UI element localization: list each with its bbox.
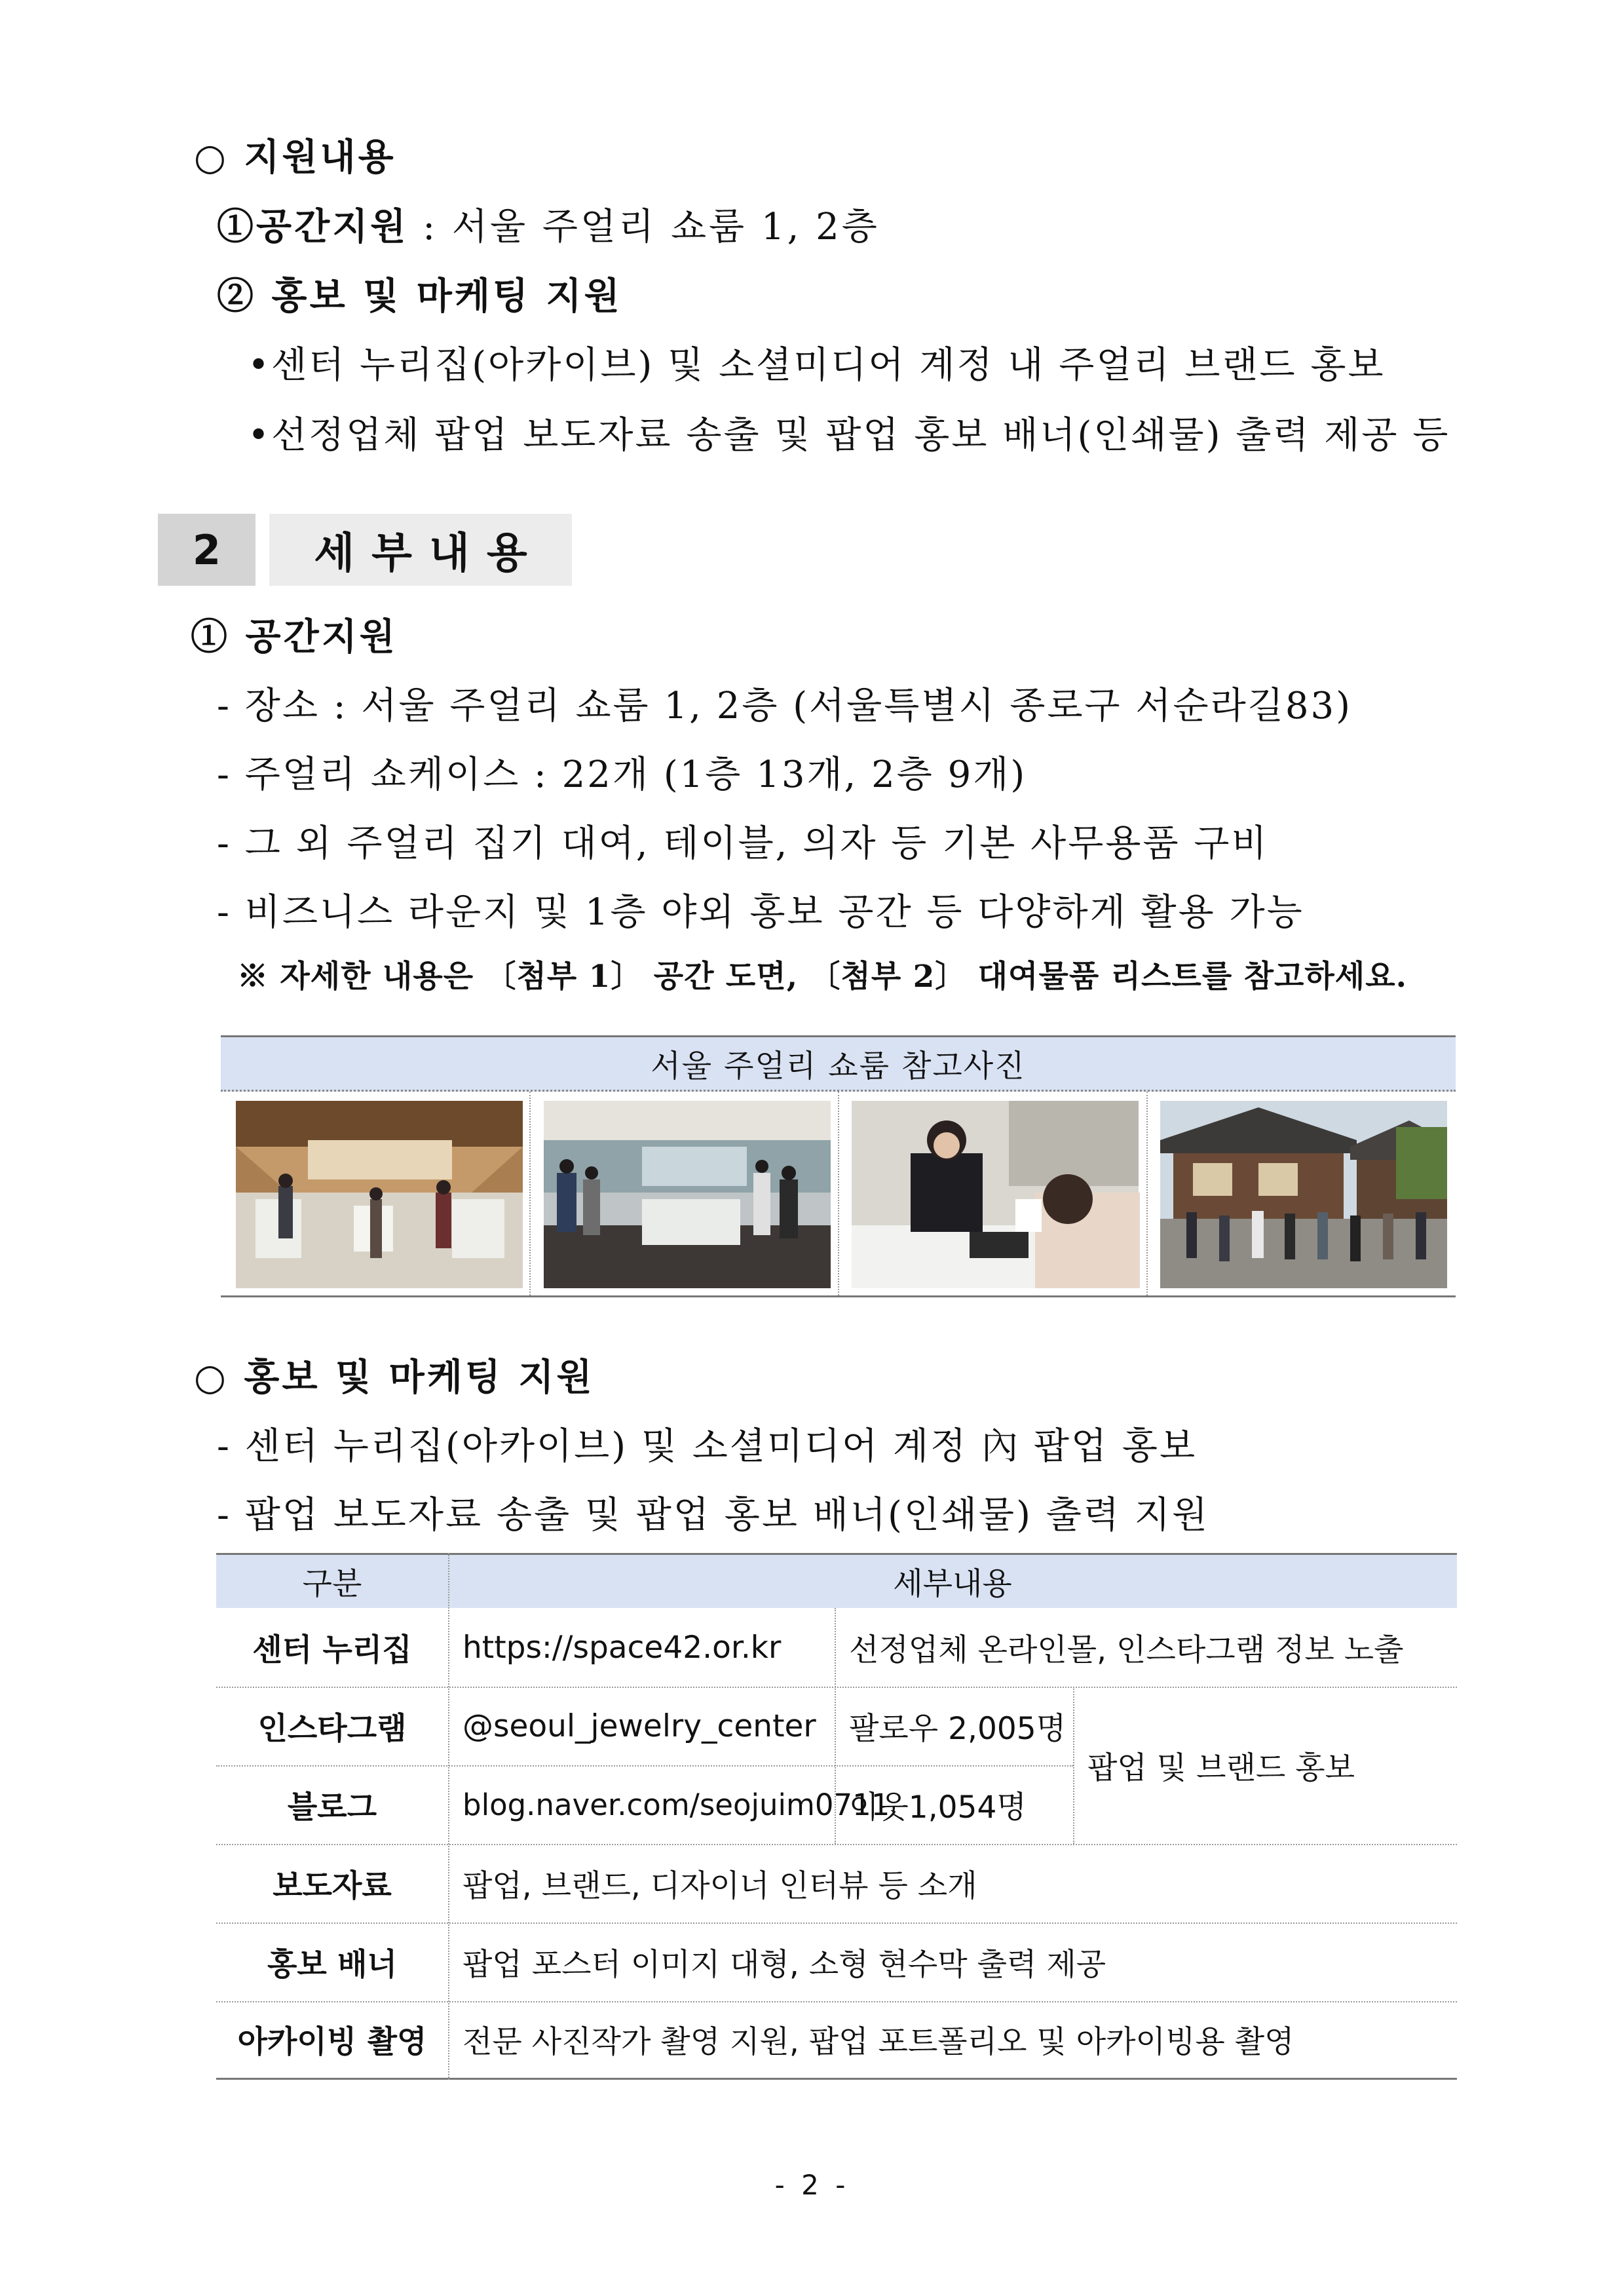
space-item-equipment: - 그 외 주얼리 집기 대여, 테이블, 의자 등 기본 사무용품 구비 [217,822,1269,865]
photo-interior-wood [236,1101,523,1288]
showroom-photos [221,1035,1456,1297]
support-item-space [217,198,880,250]
row-label-instagram: 인스타그램 [257,1710,407,1747]
photos-row [221,1092,1456,1297]
marketing-item-2: - 팝업 보도자료 송출 및 팝업 홍보 배너(인쇄물) 출력 지원 [217,1494,1209,1537]
photo-showcase-visitors [544,1101,831,1288]
support-bullet-1: •센터 누리집(아카이브) 및 소셜미디어 계정 내 주얼리 브랜드 홍보 [248,344,1386,387]
table-divider [216,1923,1457,1924]
row-homepage-url: https://space42.or.kr [463,1629,782,1666]
row-blog-url: blog.naver.com/seojuim0711 [463,1787,890,1822]
row-instagram-followers: 팔로우 2,005명 [849,1710,1067,1747]
support-item-marketing: ② 홍보 및 마케팅 지원 [217,275,622,318]
photo-hanok-exterior [1160,1101,1447,1288]
page-number: - 2 - [774,2169,850,2201]
table-row [216,1844,1457,1923]
table-header-row [216,1553,1457,1608]
photo-cell-1 [221,1092,529,1295]
space-item-location: - 장소 : 서울 주얼리 쇼룸 1, 2층 (서울특별시 종로구 서순라길83) [217,685,1352,727]
row-archiving-detail: 전문 사진작가 촬영 지원, 팝업 포트폴리오 및 아카이빙용 촬영 [463,2024,1294,2060]
photos-header: 서울 주얼리 쇼룸 참고사진 [221,1035,1456,1092]
support-item-space-num: ① [217,205,256,248]
section-title: 세부내용 [269,514,572,586]
row-instagram-handle: @seoul_jewelry_center [463,1708,816,1744]
space-note: ※ 자세한 내용은 〔첨부 1〕 공간 도면, 〔첨부 2〕 대여물품 리스트를 참고하세요. [237,959,1407,995]
support-item-space-text: : 서울 주얼리 쇼룸 1, 2층 [408,206,880,248]
table-row [216,2001,1457,2080]
photo-consultation [852,1101,1139,1288]
table-divider [216,2001,1457,2002]
photo-cell-3 [838,1092,1146,1295]
merged-brand-promo: 팝업 및 브랜드 홍보 [1087,1750,1355,1786]
photo-cell-2 [529,1092,838,1295]
table-header-category: 구분 [302,1566,362,1602]
space-item-showcase: - 주얼리 쇼케이스 : 22개 (1층 13개, 2층 9개) [217,754,1027,796]
row-label-blog: 블로그 [287,1789,377,1826]
row-homepage-detail: 선정업체 온라인몰, 인스타그램 정보 노출 [849,1632,1404,1668]
table-header-detail: 세부내용 [893,1566,1012,1602]
support-bullet-2: •선정업체 팝업 보도자료 송출 및 팝업 홍보 배너(인쇄물) 출력 제공 등 [248,414,1450,457]
section-number: 2 [158,514,255,586]
space-heading: ① 공간지원 [191,615,398,659]
table-divider [1073,1687,1074,1844]
row-label-banner: 홍보 배너 [267,1946,397,1983]
marketing-title: ○ 홍보 및 마케팅 지원 [194,1356,595,1399]
row-label-homepage: 센터 누리집 [252,1632,412,1668]
table-divider [835,1608,836,1844]
row-label-press: 보도자료 [273,1867,392,1904]
table-divider [216,1844,1457,1845]
photo-cell-4 [1146,1092,1456,1295]
support-item-space-label: 공간지원 [256,205,409,248]
table-divider [216,1765,1073,1767]
marketing-item-1: - 센터 누리집(아카이브) 및 소셜미디어 계정 內 팝업 홍보 [217,1425,1198,1468]
row-label-archiving: 아카이빙 촬영 [237,2024,427,2060]
row-press-detail: 팝업, 브랜드, 디자이너 인터뷰 등 소개 [463,1867,977,1904]
support-title: ○ 지원내용 [194,136,396,179]
row-banner-detail: 팝업 포스터 이미지 대형, 소형 현수막 출력 제공 [463,1946,1106,1983]
row-blog-neighbors: 이웃1,054명 [849,1789,1027,1826]
table-divider [448,1553,449,2080]
table-row [216,1608,1457,1687]
space-item-lounge: - 비즈니스 라운지 및 1층 야외 홍보 공간 등 다양하게 활용 가능 [217,891,1304,934]
table-row [216,1923,1457,2001]
table-divider [216,1687,1457,1688]
